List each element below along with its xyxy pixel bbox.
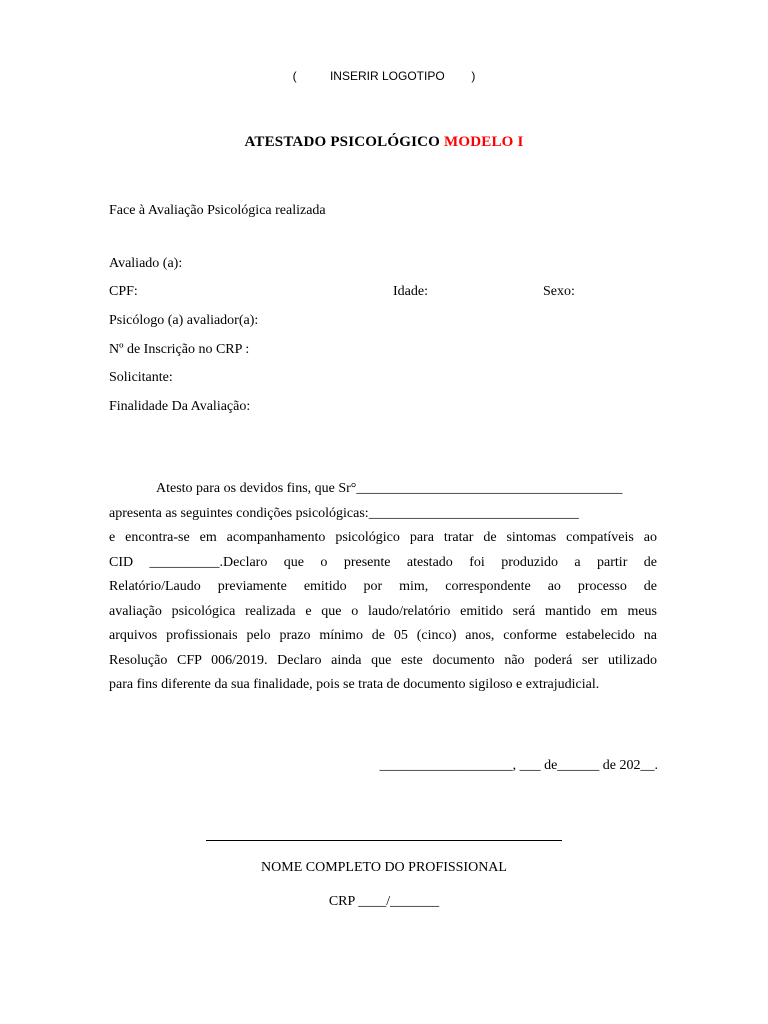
professional-name-label: NOME COMPLETO DO PROFISSIONAL [261,860,507,875]
field-solicitante: Solicitante: [109,370,173,385]
intro-text: Face à Avaliação Psicológica realizada [109,203,326,218]
paragraph-line: CID __________.Declaro que o presente atestado foi produzido a partir de [109,554,657,570]
field-finalidade: Finalidade Da Avaliação: [109,399,251,414]
paragraph-line: para fins diferente da sua finalidade, pois se trata de documento sigiloso e extrajudicial. [109,677,600,692]
field-avaliado: Avaliado (a): [109,256,183,271]
title-model-highlight: MODELO I [443,134,524,150]
field-psicologo: Psicólogo (a) avaliador(a): [109,313,259,328]
attestation-paragraph [109,477,657,698]
field-cpf: CPF: [109,284,138,299]
date-line: ___________________, ___ de______ de 202__. [379,758,658,773]
document-title [0,134,768,151]
signature-line [206,840,562,841]
paragraph-line: Atesto para os devidos fins, que Sr°______________________________________ [156,481,623,496]
paragraph-line: Resolução CFP 006/2019. Declaro ainda que este documento não poderá ser utilizado [109,652,657,668]
paragraph-line: avaliação psicológica realizada e que o laudo/relatório emitido será mantido em meus [109,603,657,619]
crp-label: CRP ____/_______ [328,894,440,909]
paragraph-line: e encontra-se em acompanhamento psicológico para tratar de sintomas compatíveis ao [109,530,657,545]
field-sexo: Sexo: [543,284,575,299]
paragraph-line: apresenta as seguintes condições psicológicas:______________________________ [109,505,579,521]
paragraph-line: arquivos profissionais pelo prazo mínimo de 05 (cinco) anos, conforme estabelecido na [109,628,657,643]
logo-placeholder: ( INSERIR LOGOTIPO ) [292,69,476,83]
paragraph-line: Relatório/Laudo previamente emitido por mim, correspondente ao processo de [109,579,657,594]
field-crp-inscricao: Nº de Inscrição no CRP : [109,342,250,357]
title-main: ATESTADO PSICOLÓGICO [244,134,444,150]
field-idade: Idade: [393,284,428,299]
